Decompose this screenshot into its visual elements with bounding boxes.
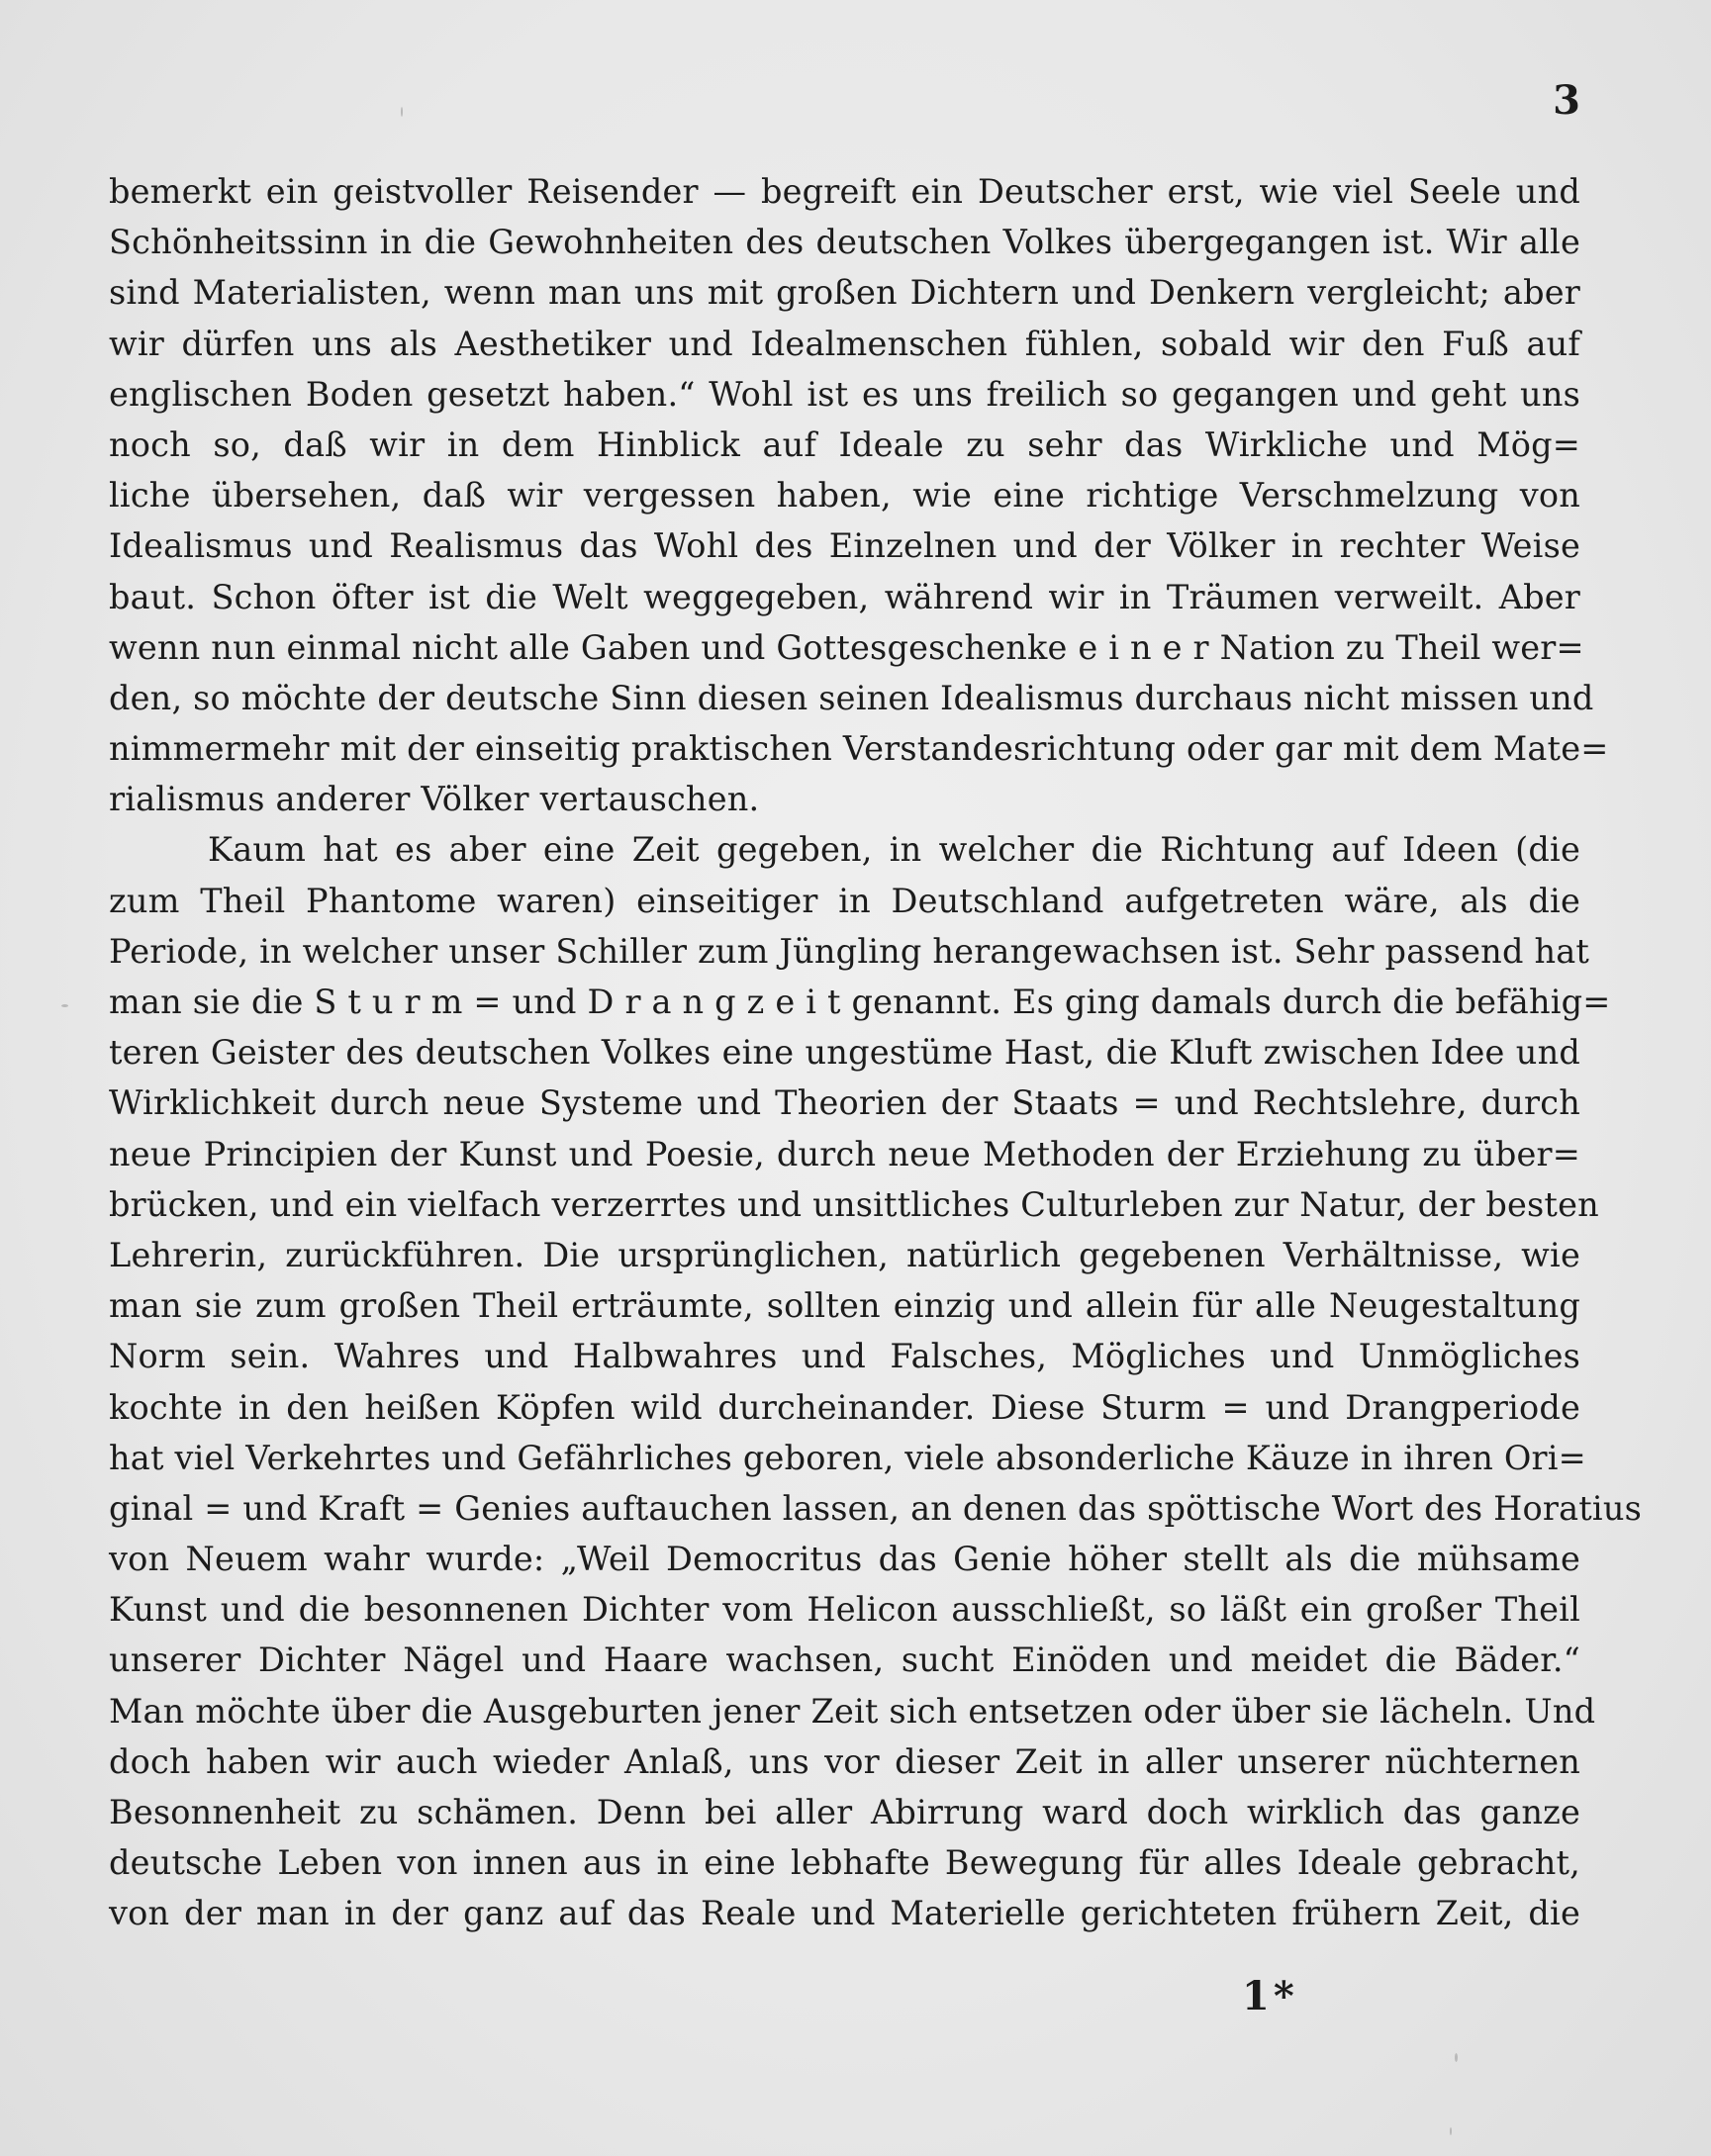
text-line: Idealismus und Realismus das Wohl des Einzelnen und der Völker in rechter Weise (109, 526, 1580, 566)
print-speck (1450, 2127, 1452, 2135)
text-line: von der man in der ganz auf das Reale und Materielle gerichteten frühern Zeit, die (109, 1894, 1580, 1933)
text-line: ginal = und Kraft = Genies auftauchen lassen, an denen das spöttische Wort des Horatius (109, 1488, 1642, 1528)
text-line: sind Materialisten, wenn man uns mit großen Dichtern und Denkern vergleicht; aber (109, 273, 1580, 313)
text-line: englischen Boden gesetzt haben.“ Wohl ist es uns freilich so gegangen und geht uns (109, 374, 1580, 414)
text-line: bemerkt ein geistvoller Reisender — begreift ein Deutscher erst, wie viel Seele und (109, 172, 1580, 211)
text-line: Besonnenheit zu schämen. Denn bei aller Abirrung ward doch wirklich das ganze (109, 1793, 1580, 1831)
text-line: nimmermehr mit der einseitig praktischen Verstandesrichtung oder gar mit dem Mate= (109, 729, 1609, 769)
text-line: Wirklichkeit durch neue Systeme und Theorien der Staats = und Rechtslehre, durch (109, 1083, 1580, 1123)
text-line: Man möchte über die Ausgeburten jener Zeit sich entsetzen oder über sie lächeln. Und (109, 1691, 1596, 1731)
text-line: den, so möchte der deutsche Sinn diesen seinen Idealismus durchaus nicht missen und (109, 678, 1594, 717)
text-line: von Neuem wahr wurde: „Weil Democritus das Genie höher stellt als die mühsame (109, 1540, 1580, 1579)
text-line: liche übersehen, daß wir vergessen haben, wie eine richtige Verschmelzung von (109, 476, 1580, 516)
print-speck (401, 107, 403, 117)
text-line: man sie zum großen Theil erträumte, sollten einzig und allein für alle Neugestaltung (109, 1286, 1580, 1326)
text-line: zum Theil Phantome waren) einseitiger in Deutschland aufgetreten wäre, als die (109, 881, 1580, 920)
text-line: Lehrerin, zurückführen. Die ursprünglichen, natürlich gegebenen Verhältnisse, wie (109, 1235, 1580, 1274)
text-line: Kaum hat es aber eine Zeit gegeben, in welcher die Richtung auf Ideen (die (208, 830, 1580, 870)
text-line: baut. Schon öfter ist die Welt weggegeben, während wir in Träumen verweilt. Aber (109, 577, 1580, 616)
signature-mark: 1* (1242, 1973, 1298, 2019)
text-line: wir dürfen uns als Aesthetiker und Idealmenschen fühlen, sobald wir den Fuß auf (109, 324, 1580, 363)
body-text (109, 166, 1642, 1939)
text-line: brücken, und ein vielfach verzerrtes und unsittliches Culturleben zur Natur, der besten (109, 1184, 1599, 1224)
paragraph-1 (109, 166, 1609, 824)
text-line: wenn nun einmal nicht alle Gaben und Gottesgeschenke e i n e r Nation zu Theil wer= (109, 627, 1584, 667)
text-line: noch so, daß wir in dem Hinblick auf Ideale zu sehr das Wirkliche und Mög= (109, 424, 1580, 464)
paragraph-2 (109, 824, 1642, 1938)
text-line: Kunst und die besonnenen Dichter vom Helicon ausschließt, so läßt ein großer Theil (109, 1590, 1580, 1630)
text-line: Schönheitssinn in die Gewohnheiten des deutschen Volkes übergegangen ist. Wir alle (109, 223, 1580, 262)
text-line: hat viel Verkehrtes und Gefährliches geboren, viele absonderliche Käuze in ihren Ori= (109, 1438, 1586, 1477)
text-line: Periode, in welcher unser Schiller zum Jüngling herangewachsen ist. Sehr passend hat (109, 931, 1590, 971)
text-line: kochte in den heißen Köpfen wild durcheinander. Diese Sturm = und Drangperiode (109, 1387, 1580, 1427)
text-line: deutsche Leben von innen aus in eine lebhafte Bewegung für alles Ideale gebracht, (109, 1843, 1580, 1883)
print-speck (61, 1004, 68, 1007)
text-line: rialismus anderer Völker vertauschen. (109, 780, 760, 819)
text-line: teren Geister des deutschen Volkes eine ungestüme Hast, die Kluft zwischen Idee und (109, 1033, 1580, 1073)
text-line: unserer Dichter Nägel und Haare wachsen, sucht Einöden und meidet die Bäder.“ (109, 1640, 1580, 1680)
print-speck (1455, 2053, 1458, 2062)
text-line: Norm sein. Wahres und Halbwahres und Falsches, Mögliches und Unmögliches (109, 1337, 1580, 1376)
text-line: man sie die S t u r m = und D r a n g z e i t genannt. Es ging damals durch die befähig= (109, 983, 1611, 1021)
text-line: neue Principien der Kunst und Poesie, durch neue Methoden der Erziehung zu über= (109, 1134, 1580, 1173)
text-line: doch haben wir auch wieder Anlaß, uns vor dieser Zeit in aller unserer nüchternen (109, 1741, 1580, 1781)
page-number: 3 (1553, 77, 1580, 124)
